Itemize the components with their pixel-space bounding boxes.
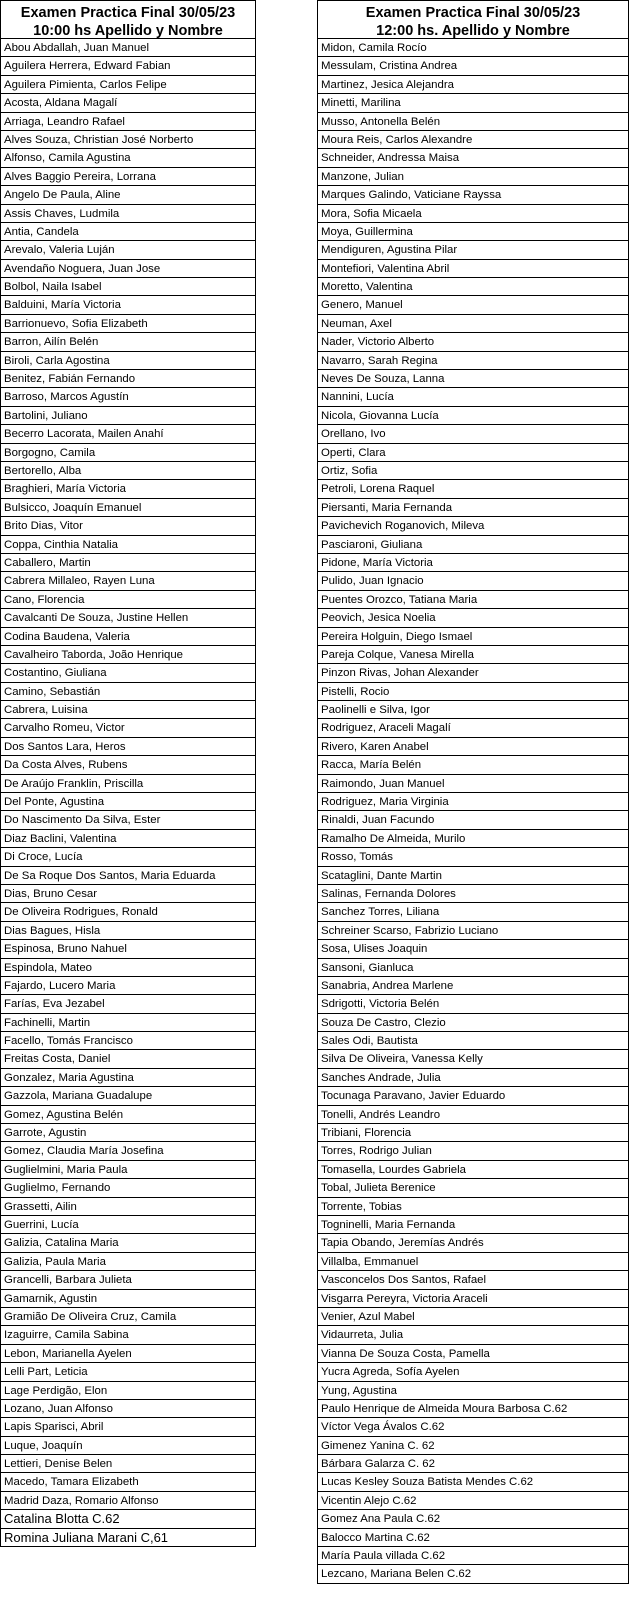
name-cell[interactable]: Sales Odi, Bautista [317,1032,629,1050]
name-cell[interactable]: Gonzalez, Maria Agustina [0,1069,256,1087]
name-cell[interactable]: Fajardo, Lucero Maria [0,977,256,995]
name-cell[interactable]: Sanches Andrade, Julia [317,1069,629,1087]
name-cell[interactable]: Farías, Eva Jezabel [0,995,256,1013]
name-cell[interactable]: Balocco Martina C.62 [317,1529,629,1547]
name-cell[interactable]: Lezcano, Mariana Belen C.62 [317,1565,629,1583]
name-cell[interactable]: Macedo, Tamara Elizabeth [0,1473,256,1491]
name-cell[interactable]: Salinas, Fernanda Dolores [317,885,629,903]
name-cell[interactable]: De Araújo Franklin, Priscilla [0,775,256,793]
header-title: Examen Practica Final 30/05/23 [365,5,581,21]
name-cell[interactable]: Caballero, Martin [0,554,256,572]
name-cell[interactable]: Dos Santos Lara, Heros [0,738,256,756]
name-cell[interactable]: Gamarnik, Agustin [0,1290,256,1308]
name-cell[interactable]: Luque, Joaquín [0,1437,256,1455]
name-cell[interactable]: Pereira Holguin, Diego Ismael [317,628,629,646]
name-cell[interactable]: Guglielmo, Fernando [0,1179,256,1197]
name-cell[interactable]: Cano, Florencia [0,591,256,609]
name-cell[interactable]: Lapis Sparisci, Abril [0,1418,256,1436]
name-cell[interactable]: Mendiguren, Agustina Pilar [317,241,629,259]
name-cell[interactable]: Neves De Souza, Lanna [317,370,629,388]
name-cell[interactable]: Torres, Rodrigo Julian [317,1142,629,1160]
name-cell[interactable]: Racca, María Belén [317,756,629,774]
name-cell[interactable]: Piersanti, Maria Fernanda [317,499,629,517]
name-cell[interactable]: Tonelli, Andrés Leandro [317,1106,629,1124]
name-cell[interactable]: Guerrini, Lucía [0,1216,256,1234]
name-cell[interactable]: María Paula villada C.62 [317,1547,629,1565]
name-cell[interactable]: Lage Perdigão, Elon [0,1382,256,1400]
name-cell[interactable]: Do Nascimento Da Silva, Ester [0,811,256,829]
name-cell[interactable]: Cabrera, Luisina [0,701,256,719]
name-cell[interactable]: Genero, Manuel [317,296,629,314]
name-cell[interactable]: Becerro Lacorata, Mailen Anahí [0,425,256,443]
name-cell[interactable]: Bartolini, Juliano [0,407,256,425]
name-cell[interactable]: Lettieri, Denise Belen [0,1455,256,1473]
name-cell[interactable]: Balduini, María Victoria [0,296,256,314]
name-cell[interactable]: Togninelli, Maria Fernanda [317,1216,629,1234]
name-cell[interactable]: Puentes Orozco, Tatiana Maria [317,591,629,609]
name-cell[interactable]: Gomez, Agustina Belén [0,1106,256,1124]
name-cell[interactable]: Coppa, Cinthia Natalia [0,536,256,554]
name-cell[interactable]: Pidone, María Victoria [317,554,629,572]
name-cell[interactable]: Peovich, Jesica Noelia [317,609,629,627]
name-cell[interactable]: Moya, Guillermina [317,223,629,241]
name-cell[interactable]: Gomez Ana Paula C.62 [317,1510,629,1528]
name-cell[interactable]: Izaguirre, Camila Sabina [0,1326,256,1344]
name-cell[interactable]: Lucas Kesley Souza Batista Mendes C.62 [317,1473,629,1491]
name-cell[interactable]: Navarro, Sarah Regina [317,352,629,370]
name-cell[interactable]: Aguilera Herrera, Edward Fabian [0,57,256,75]
name-cell[interactable]: Montefiori, Valentina Abril [317,260,629,278]
name-cell[interactable]: Brito Dias, Vitor [0,517,256,535]
name-cell[interactable]: Souza De Castro, Clezio [317,1014,629,1032]
name-cell[interactable]: Assis Chaves, Ludmila [0,205,256,223]
name-cell[interactable]: Benitez, Fabián Fernando [0,370,256,388]
name-cell[interactable]: Lebon, Marianella Ayelen [0,1345,256,1363]
name-cell[interactable]: Moretto, Valentina [317,278,629,296]
name-cell[interactable]: Barrionuevo, Sofia Elizabeth [0,315,256,333]
name-cell[interactable]: Garrote, Agustin [0,1124,256,1142]
name-cell[interactable]: Schneider, Andressa Maisa [317,149,629,167]
name-cell[interactable]: Galizia, Catalina Maria [0,1234,256,1252]
name-cell[interactable]: Borgogno, Camila [0,444,256,462]
name-cell[interactable]: Biroli, Carla Agostina [0,352,256,370]
name-cell[interactable]: De Oliveira Rodrigues, Ronald [0,903,256,921]
header-subtitle: 12:00 hs. Apellido y Nombre [376,23,570,39]
name-cell[interactable]: Rosso, Tomás [317,848,629,866]
name-cell[interactable]: Espinosa, Bruno Nahuel [0,940,256,958]
name-cell[interactable]: Dias Bagues, Hisla [0,922,256,940]
name-cell[interactable]: Midon, Camila Rocío [317,39,629,57]
name-cell[interactable]: Madrid Daza, Romario Alfonso [0,1492,256,1510]
name-cell[interactable]: Gramião De Oliveira Cruz, Camila [0,1308,256,1326]
name-cell[interactable]: Romina Juliana Marani C,61 [0,1529,256,1547]
header-12hs[interactable] [317,0,629,39]
name-cell[interactable]: Martinez, Jesica Alejandra [317,76,629,94]
name-cell[interactable]: Messulam, Cristina Andrea [317,57,629,75]
name-cell[interactable]: Catalina Blotta C.62 [0,1510,256,1528]
name-cell[interactable]: Ortiz, Sofia [317,462,629,480]
name-cell[interactable]: Paolinelli e Silva, Igor [317,701,629,719]
name-cell[interactable]: Cabrera Millaleo, Rayen Luna [0,572,256,590]
name-cell[interactable]: Pinzon Rivas, Johan Alexander [317,664,629,682]
name-cell[interactable]: Silva De Oliveira, Vanessa Kelly [317,1050,629,1068]
name-cell[interactable]: Tapia Obando, Jeremías Andrés [317,1234,629,1252]
name-cell[interactable]: Petroli, Lorena Raquel [317,480,629,498]
header-10hs[interactable] [0,0,256,39]
name-cell[interactable]: Camino, Sebastián [0,683,256,701]
name-cell[interactable]: Tobal, Julieta Berenice [317,1179,629,1197]
name-cell[interactable]: Rodriguez, Araceli Magalí [317,719,629,737]
name-cell[interactable]: Guglielmini, Maria Paula [0,1161,256,1179]
name-cell[interactable]: Vidaurreta, Julia [317,1326,629,1344]
name-list-12hs [317,39,629,1584]
name-cell[interactable]: Ramalho De Almeida, Murilo [317,830,629,848]
name-cell[interactable]: Tribiani, Florencia [317,1124,629,1142]
name-cell[interactable]: Dias, Bruno Cesar [0,885,256,903]
name-cell[interactable]: Scataglini, Dante Martin [317,867,629,885]
name-cell[interactable]: Sanabria, Andrea Marlene [317,977,629,995]
name-list-10hs [0,39,256,1547]
name-cell[interactable]: Víctor Vega Ávalos C.62 [317,1418,629,1436]
name-cell[interactable]: Alves Souza, Christian José Norberto [0,131,256,149]
name-cell[interactable]: Yucra Agreda, Sofía Ayelen [317,1363,629,1381]
name-cell[interactable]: Sdrigotti, Victoria Belén [317,995,629,1013]
name-cell[interactable]: Mora, Sofia Micaela [317,205,629,223]
name-cell[interactable]: Gimenez Yanina C. 62 [317,1437,629,1455]
header-title: Examen Practica Final 30/05/23 [20,5,236,21]
name-cell[interactable]: Venier, Azul Mabel [317,1308,629,1326]
name-cell[interactable]: Marques Galindo, Vaticiane Rayssa [317,186,629,204]
name-cell[interactable]: Di Croce, Lucía [0,848,256,866]
name-cell[interactable]: Cavalheiro Taborda, João Henrique [0,646,256,664]
name-cell[interactable]: Gomez, Claudia María Josefina [0,1142,256,1160]
name-cell[interactable]: Minetti, Marilina [317,94,629,112]
name-cell[interactable]: Tocunaga Paravano, Javier Eduardo [317,1087,629,1105]
name-cell[interactable]: Lelli Part, Leticia [0,1363,256,1381]
name-cell[interactable]: Visgarra Pereyra, Victoria Araceli [317,1290,629,1308]
name-cell[interactable]: Vicentin Alejo C.62 [317,1492,629,1510]
name-cell[interactable]: Raimondo, Juan Manuel [317,775,629,793]
name-cell[interactable]: Yung, Agustina [317,1382,629,1400]
name-cell[interactable]: Nannini, Lucía [317,388,629,406]
column-12hs [317,0,629,1584]
name-cell[interactable]: Del Ponte, Agustina [0,793,256,811]
name-cell[interactable]: Vasconcelos Dos Santos, Rafael [317,1271,629,1289]
name-cell[interactable]: Nader, Victorio Alberto [317,333,629,351]
name-cell[interactable]: Pareja Colque, Vanesa Mirella [317,646,629,664]
name-cell[interactable]: Operti, Clara [317,444,629,462]
name-cell[interactable]: De Sa Roque Dos Santos, Maria Eduarda [0,867,256,885]
name-cell[interactable]: Sansoni, Gianluca [317,959,629,977]
name-cell[interactable]: Pistelli, Rocio [317,683,629,701]
name-cell[interactable]: Moura Reis, Carlos Alexandre [317,131,629,149]
name-cell[interactable]: Barron, Ailín Belén [0,333,256,351]
name-cell[interactable]: Grancelli, Barbara Julieta [0,1271,256,1289]
name-cell[interactable]: Bulsicco, Joaquín Emanuel [0,499,256,517]
name-cell[interactable]: Arevalo, Valeria Luján [0,241,256,259]
name-cell[interactable]: Bertorello, Alba [0,462,256,480]
name-cell[interactable]: Aguilera Pimienta, Carlos Felipe [0,76,256,94]
name-cell[interactable]: Villalba, Emmanuel [317,1253,629,1271]
name-cell[interactable]: Facello, Tomás Francisco [0,1032,256,1050]
name-cell[interactable]: Fachinelli, Martin [0,1014,256,1032]
name-cell[interactable]: Pavichevich Roganovich, Mileva [317,517,629,535]
name-cell[interactable]: Cavalcanti De Souza, Justine Hellen [0,609,256,627]
name-cell[interactable]: Freitas Costa, Daniel [0,1050,256,1068]
name-cell[interactable]: Codina Baudena, Valeria [0,628,256,646]
name-cell[interactable]: Orellano, Ivo [317,425,629,443]
column-10hs [0,0,256,1547]
name-cell[interactable]: Espindola, Mateo [0,959,256,977]
name-cell[interactable]: Tomasella, Lourdes Gabriela [317,1161,629,1179]
name-cell[interactable]: Sosa, Ulises Joaquin [317,940,629,958]
name-cell[interactable]: Vianna De Souza Costa, Pamella [317,1345,629,1363]
name-cell[interactable]: Costantino, Giuliana [0,664,256,682]
name-cell[interactable]: Arriaga, Leandro Rafael [0,113,256,131]
name-cell[interactable]: Da Costa Alves, Rubens [0,756,256,774]
name-cell[interactable]: Pasciaroni, Giuliana [317,536,629,554]
name-cell[interactable]: Grassetti, Ailin [0,1198,256,1216]
header-subtitle: 10:00 hs Apellido y Nombre [33,23,223,39]
name-cell[interactable]: Torrente, Tobias [317,1198,629,1216]
name-cell[interactable]: Schreiner Scarso, Fabrizio Luciano [317,922,629,940]
name-cell[interactable]: Alves Baggio Pereira, Lorrana [0,168,256,186]
name-cell[interactable]: Abou Abdallah, Juan Manuel [0,39,256,57]
name-cell[interactable]: Bolbol, Naila Isabel [0,278,256,296]
name-cell[interactable]: Angelo De Paula, Aline [0,186,256,204]
name-cell[interactable]: Diaz Baclini, Valentina [0,830,256,848]
name-cell[interactable]: Manzone, Julian [317,168,629,186]
name-cell[interactable]: Musso, Antonella Belén [317,113,629,131]
name-cell[interactable]: Neuman, Axel [317,315,629,333]
name-cell[interactable]: Braghieri, María Victoria [0,480,256,498]
name-cell[interactable]: Antia, Candela [0,223,256,241]
name-cell[interactable]: Rinaldi, Juan Facundo [317,811,629,829]
name-cell[interactable]: Barroso, Marcos Agustín [0,388,256,406]
name-cell[interactable]: Rivero, Karen Anabel [317,738,629,756]
name-cell[interactable]: Lozano, Juan Alfonso [0,1400,256,1418]
name-cell[interactable]: Paulo Henrique de Almeida Moura Barbosa C.62 [317,1400,629,1418]
name-cell[interactable]: Alfonso, Camila Agustina [0,149,256,167]
name-cell[interactable]: Avendaño Noguera, Juan Jose [0,260,256,278]
name-cell[interactable]: Carvalho Romeu, Victor [0,719,256,737]
name-cell[interactable]: Gazzola, Mariana Guadalupe [0,1087,256,1105]
name-cell[interactable]: Galizia, Paula Maria [0,1253,256,1271]
name-cell[interactable]: Rodriguez, Maria Virginia [317,793,629,811]
name-cell[interactable]: Nicola, Giovanna Lucía [317,407,629,425]
empty-column-gap [256,0,317,1600]
name-cell[interactable]: Pulido, Juan Ignacio [317,572,629,590]
name-cell[interactable]: Bárbara Galarza C. 62 [317,1455,629,1473]
name-cell[interactable]: Sanchez Torres, Liliana [317,903,629,921]
name-cell[interactable]: Acosta, Aldana Magalí [0,94,256,112]
